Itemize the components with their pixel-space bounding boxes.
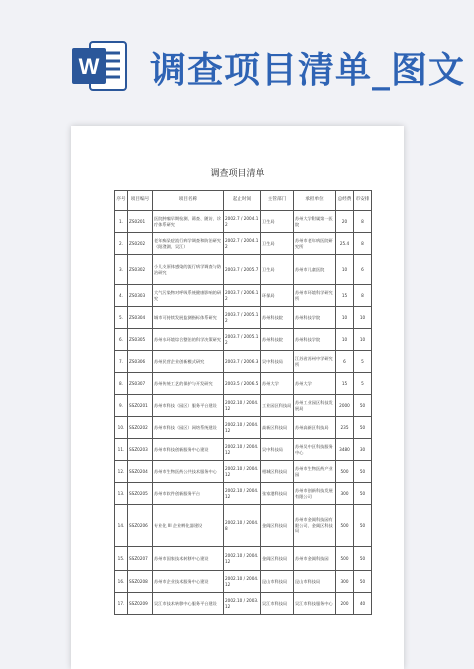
cell-organization: 苏州市生物医药产业园: [294, 461, 336, 483]
cell-project-name: 苏州市软件创新服务平台: [153, 483, 224, 505]
cell-project-code: ZS0307: [128, 373, 153, 395]
cell-project-name: 吴江市技术转移中心服务平台建设: [153, 593, 224, 615]
cell-department: 吴中科技局: [261, 351, 294, 373]
cell-project-code: SSZ0203: [128, 439, 153, 461]
cell-city-funding: 8: [354, 285, 372, 307]
cell-total-funding: 300: [336, 483, 354, 505]
cell-department: 卫生局: [261, 233, 294, 255]
cell-index: 6.: [115, 329, 128, 351]
cell-total-funding: 2000: [336, 395, 354, 417]
cell-total-funding: 15: [336, 285, 354, 307]
cell-department: 卫生局: [261, 211, 294, 233]
header-organization: 承担单位: [294, 191, 336, 211]
cell-project-code: SSZ0205: [128, 483, 153, 505]
table-row: [115, 571, 372, 593]
cell-project-name: 大气污染物对呼吸系统健康影响的研究: [153, 285, 224, 307]
cell-period: 2002.10 / 2004.12: [224, 417, 261, 439]
cell-project-code: SSZ0206: [128, 505, 153, 547]
cell-organization: 昆山市科技局: [294, 571, 336, 593]
cell-period: 2002.10 / 2004.8: [224, 505, 261, 547]
cell-project-name: 苏州市国家技术转移中心建设: [153, 547, 224, 571]
header-department: 主管部门: [261, 191, 294, 211]
cell-total-funding: 20: [336, 211, 354, 233]
cell-project-name: 苏州市科技（园区）服务平台建设: [153, 395, 224, 417]
cell-total-funding: 500: [336, 505, 354, 547]
cell-department: 昆山市科技局: [261, 571, 294, 593]
cell-project-name: 苏州市企业技术服务中心建设: [153, 571, 224, 593]
cell-project-name: 小儿支原体感染的流行病学调查与防治研究: [153, 255, 224, 285]
header-total-funding: 总经费: [336, 191, 354, 211]
cell-city-funding: 50: [354, 571, 372, 593]
cell-total-funding: 500: [336, 461, 354, 483]
cell-city-funding: 10: [354, 307, 372, 329]
cell-period: 2002.10 / 2004.12: [224, 547, 261, 571]
cell-department: 张家港科技局: [261, 483, 294, 505]
cell-department: 苏州大学: [261, 373, 294, 395]
cell-department: 卫生局: [261, 255, 294, 285]
cell-total-funding: 300: [336, 571, 354, 593]
cell-project-code: ZS0305: [128, 329, 153, 351]
table-row: [115, 285, 372, 307]
banner: [0, 0, 474, 120]
cell-project-code: ZS0302: [128, 255, 153, 285]
cell-organization: 苏州工业园区科技发展局: [294, 395, 336, 417]
cell-index: 17.: [115, 593, 128, 615]
header-index: 序号: [115, 191, 128, 211]
cell-total-funding: 10: [336, 307, 354, 329]
cell-period: 2002.10 / 2004.12: [224, 439, 261, 461]
cell-index: 15.: [115, 547, 128, 571]
cell-project-code: ZS0201: [128, 211, 153, 233]
cell-organization: 苏州市金阊科技园: [294, 547, 336, 571]
cell-city-funding: 30: [354, 439, 372, 461]
cell-period: 2003.7 / 2006.3: [224, 351, 261, 373]
cell-index: 10.: [115, 417, 128, 439]
document-page: [71, 126, 404, 669]
cell-project-code: SSZ0208: [128, 571, 153, 593]
document-title: 调查项目清单: [210, 169, 265, 179]
table-row: [115, 417, 372, 439]
cell-organization: 苏州高新区科技局: [294, 417, 336, 439]
cell-city-funding: 50: [354, 483, 372, 505]
table-row: [115, 395, 372, 417]
word-icon: [70, 36, 130, 96]
cell-project-name: 医院肿瘤早期检测、筛查、随访、诊疗体系研究: [153, 211, 224, 233]
table-row: [115, 233, 372, 255]
cell-city-funding: 50: [354, 417, 372, 439]
table-row: [115, 505, 372, 547]
cell-period: 2002.10 / 2004.12: [224, 483, 261, 505]
cell-total-funding: 6: [336, 351, 354, 373]
cell-total-funding: 15: [336, 373, 354, 395]
cell-index: 13.: [115, 483, 128, 505]
cell-index: 11.: [115, 439, 128, 461]
cell-period: 2003.7 / 2006.12: [224, 285, 261, 307]
table-row: [115, 373, 372, 395]
cell-department: 吴江市科技局: [261, 593, 294, 615]
cell-period: 2002.10 / 2003.12: [224, 593, 261, 615]
table-row: [115, 211, 372, 233]
cell-organization: 苏州市创新科技发展有限公司: [294, 483, 336, 505]
cell-organization: 苏州吴中区科技服务中心: [294, 439, 336, 461]
cell-project-code: ZS0303: [128, 285, 153, 307]
header-city-funding: 市安排: [354, 191, 372, 211]
table-row: [115, 593, 372, 615]
project-table: [114, 190, 372, 615]
cell-index: 9.: [115, 395, 128, 417]
cell-city-funding: 6: [354, 255, 372, 285]
cell-project-code: ZS0202: [128, 233, 153, 255]
cell-period: 2002.10 / 2004.12: [224, 395, 261, 417]
cell-organization: 苏州市环境科学研究所: [294, 285, 336, 307]
cell-city-funding: 5: [354, 351, 372, 373]
cell-project-name: 苏州水环境综合整治的科学决策研究: [153, 329, 224, 351]
cell-project-name: 城市可持续发展监测指标体系研究: [153, 307, 224, 329]
cell-department: 苏州科技院: [261, 329, 294, 351]
cell-department: 苏州科技院: [261, 307, 294, 329]
cell-project-code: SSZ0204: [128, 461, 153, 483]
cell-project-code: ZS0304: [128, 307, 153, 329]
cell-department: 工业园区科技局: [261, 395, 294, 417]
cell-project-name: 老年痴呆症流行病学调查和防治研究（阳澄湖、吴江）: [153, 233, 224, 255]
cell-total-funding: 25.4: [336, 233, 354, 255]
cell-city-funding: 50: [354, 547, 372, 571]
cell-department: 金阊区科技局: [261, 505, 294, 547]
cell-department: 吴中科技局: [261, 439, 294, 461]
cell-department: 相城区科技局: [261, 461, 294, 483]
cell-department: 金阊区科技局: [261, 547, 294, 571]
table-row: [115, 547, 372, 571]
cell-project-code: ZS0306: [128, 351, 153, 373]
cell-project-code: SSZ0209: [128, 593, 153, 615]
table-row: [115, 461, 372, 483]
banner-title: 调查项目清单_图文: [150, 50, 466, 91]
cell-organization: 苏州市老年病医院研究所: [294, 233, 336, 255]
cell-city-funding: 40: [354, 593, 372, 615]
cell-index: 12.: [115, 461, 128, 483]
cell-project-code: SSZ0202: [128, 417, 153, 439]
header-period: 起止时间: [224, 191, 261, 211]
cell-city-funding: 50: [354, 461, 372, 483]
cell-city-funding: 8: [354, 233, 372, 255]
cell-department: 环保局: [261, 285, 294, 307]
cell-city-funding: 10: [354, 329, 372, 351]
cell-index: 8.: [115, 373, 128, 395]
cell-total-funding: 3480: [336, 439, 354, 461]
cell-department: 高新区科技局: [261, 417, 294, 439]
cell-total-funding: 500: [336, 547, 354, 571]
cell-organization: 吴江市科技服务中心: [294, 593, 336, 615]
cell-project-name: 苏州市科技创新服务中心建设: [153, 439, 224, 461]
table-row: [115, 483, 372, 505]
cell-project-name: 专业化 III 企业孵化器建设: [153, 505, 224, 547]
table-row: [115, 439, 372, 461]
cell-total-funding: 10: [336, 255, 354, 285]
cell-index: 3.: [115, 255, 128, 285]
cell-project-name: 苏州市生物医药公共技术服务中心: [153, 461, 224, 483]
cell-index: 14.: [115, 505, 128, 547]
cell-organization: 苏州大学附属第一医院: [294, 211, 336, 233]
cell-organization: 苏州科技学院: [294, 329, 336, 351]
cell-period: 2003.7 / 2005.12: [224, 307, 261, 329]
cell-period: 2002.10 / 2004.12: [224, 571, 261, 593]
svg-text:W: W: [78, 54, 100, 79]
cell-index: 7.: [115, 351, 128, 373]
cell-organization: 苏州科技学院: [294, 307, 336, 329]
cell-city-funding: 8: [354, 211, 372, 233]
table-row: [115, 307, 372, 329]
cell-period: 2002.7 / 2004.12: [224, 211, 261, 233]
header-project-name: 项目名称: [153, 191, 224, 211]
cell-period: 2003.7 / 2005.7: [224, 255, 261, 285]
cell-period: 2003.5 / 2006.5: [224, 373, 261, 395]
cell-period: 2002.10 / 2004.12: [224, 461, 261, 483]
cell-organization: 苏州市儿童医院: [294, 255, 336, 285]
cell-project-code: SSZ0201: [128, 395, 153, 417]
cell-total-funding: 10: [336, 329, 354, 351]
cell-period: 2003.7 / 2005.12: [224, 329, 261, 351]
cell-project-code: SSZ0207: [128, 547, 153, 571]
table-header-row: [115, 191, 372, 211]
cell-project-name: 苏州民营企业创新模式研究: [153, 351, 224, 373]
cell-index: 5.: [115, 307, 128, 329]
cell-organization: 苏州市金阊科技园有限公司、金阊区科技局: [294, 505, 336, 547]
cell-city-funding: 5: [354, 373, 372, 395]
header-project-code: 项目编号: [128, 191, 153, 211]
cell-index: 1.: [115, 211, 128, 233]
cell-organization: 江苏省苏州中学研究所: [294, 351, 336, 373]
table-row: [115, 255, 372, 285]
cell-project-name: 苏州市科技（园区）网络系统建设: [153, 417, 224, 439]
cell-city-funding: 50: [354, 395, 372, 417]
cell-total-funding: 235: [336, 417, 354, 439]
cell-index: 4.: [115, 285, 128, 307]
cell-index: 16.: [115, 571, 128, 593]
cell-period: 2002.7 / 2004.12: [224, 233, 261, 255]
cell-project-name: 苏州传统工艺的保护与开发研究: [153, 373, 224, 395]
table-row: [115, 351, 372, 373]
cell-index: 2.: [115, 233, 128, 255]
cell-total-funding: 200: [336, 593, 354, 615]
table-row: [115, 329, 372, 351]
cell-city-funding: 50: [354, 505, 372, 547]
cell-organization: 苏州大学: [294, 373, 336, 395]
